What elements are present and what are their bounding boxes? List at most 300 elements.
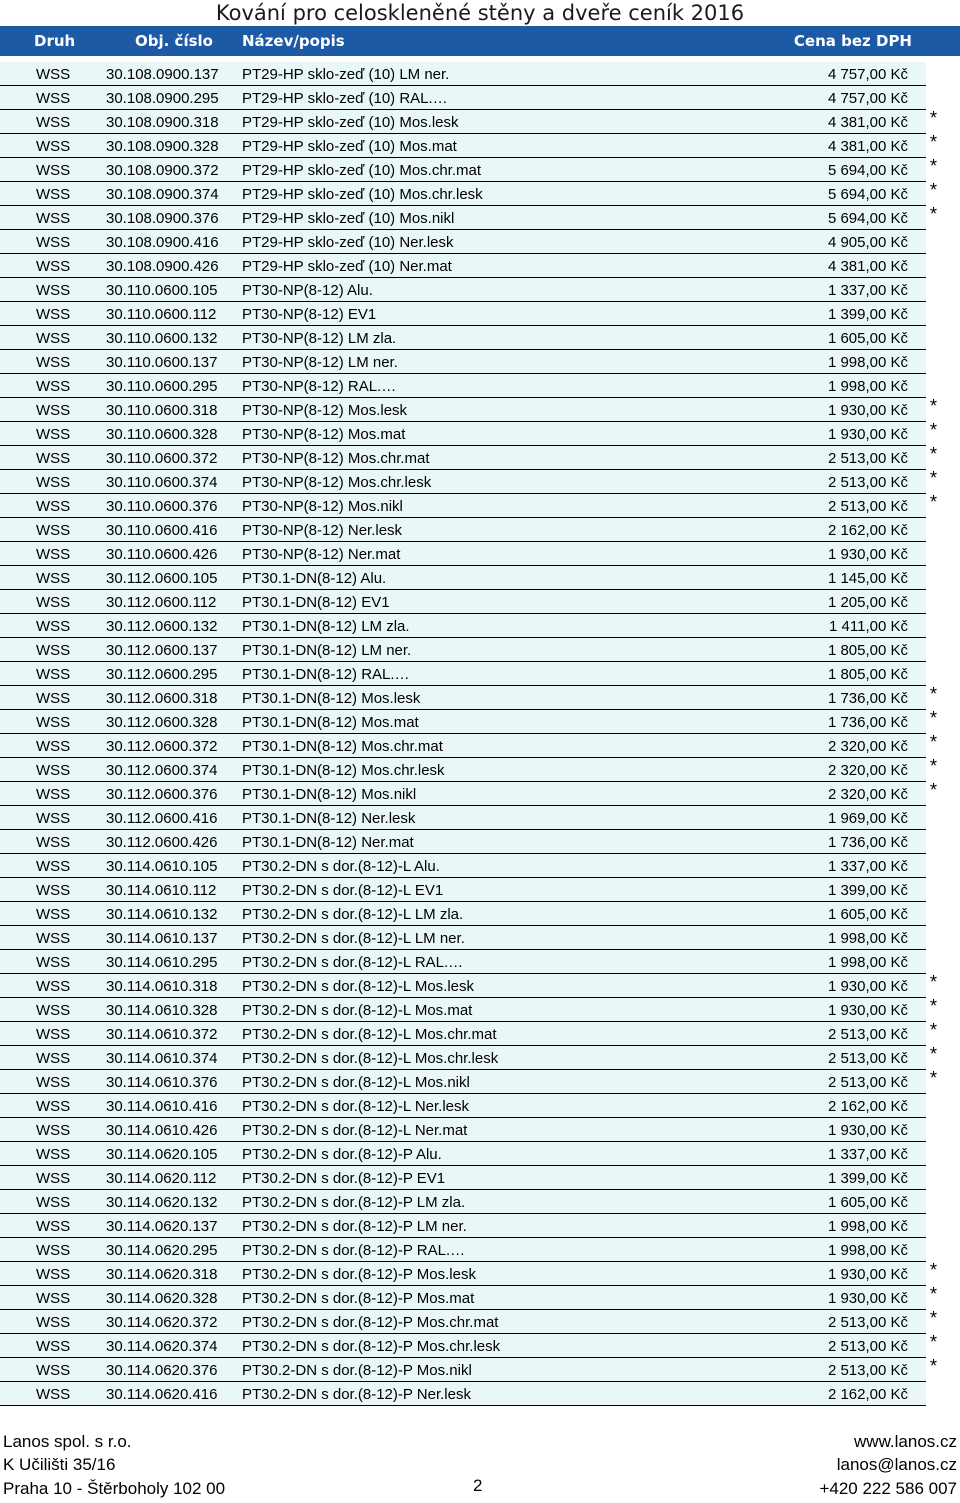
table-row — [0, 1310, 960, 1334]
cell-cena: 1 969,00 Kč — [827, 810, 908, 827]
cell-obj-cislo: 30.112.0600.137 — [106, 642, 218, 659]
cell-nazev: PT29-HP sklo-zeď (10) RAL.… — [242, 90, 448, 107]
cell-druh: WSS — [36, 1266, 71, 1283]
table-row — [0, 734, 960, 758]
cell-cena: 2 513,00 Kč — [827, 450, 908, 467]
cell-nazev: PT30.2-DN s dor.(8-12)-P LM zla. — [242, 1194, 466, 1211]
cell-cena: 1 736,00 Kč — [827, 834, 908, 851]
cell-nazev: PT30.2-DN s dor.(8-12)-L Alu. — [242, 858, 440, 875]
cell-druh: WSS — [36, 138, 71, 155]
table-row — [0, 686, 960, 710]
table-row — [0, 662, 960, 686]
table-row — [0, 950, 960, 974]
column-header-druh: Druh — [34, 32, 76, 50]
cell-nazev: PT30-NP(8-12) Mos.chr.mat — [242, 450, 430, 467]
cell-obj-cislo: 30.112.0600.132 — [106, 618, 218, 635]
cell-mark: * — [930, 1308, 938, 1328]
table-row — [0, 782, 960, 806]
footer-phone: +420 222 586 007 — [819, 1479, 957, 1498]
cell-mark: * — [930, 996, 938, 1016]
cell-druh: WSS — [36, 306, 71, 323]
document-title: Kování pro celoskleněné stěny a dveře ceník 2016 — [215, 1, 745, 25]
cell-nazev: PT29-HP sklo-zeď (10) Mos.lesk — [242, 114, 459, 131]
table-row — [0, 446, 960, 470]
cell-druh: WSS — [36, 1122, 71, 1139]
table-row — [0, 374, 960, 398]
cell-obj-cislo: 30.110.0600.132 — [106, 330, 218, 347]
price-table — [0, 62, 960, 1406]
cell-obj-cislo: 30.108.0900.137 — [106, 66, 219, 83]
table-row — [0, 254, 960, 278]
cell-obj-cislo: 30.112.0600.376 — [106, 786, 218, 803]
cell-nazev: PT30.1-DN(8-12) Mos.mat — [242, 714, 419, 731]
cell-nazev: PT30.1-DN(8-12) Mos.chr.mat — [242, 738, 443, 755]
cell-cena: 4 757,00 Kč — [827, 90, 908, 107]
cell-mark: * — [930, 156, 938, 176]
cell-obj-cislo: 30.114.0620.137 — [106, 1218, 218, 1235]
cell-cena: 1 399,00 Kč — [827, 1170, 908, 1187]
footer-email: lanos@lanos.cz — [836, 1455, 957, 1474]
cell-obj-cislo: 30.110.0600.295 — [106, 378, 218, 395]
cell-obj-cislo: 30.112.0600.374 — [106, 762, 218, 779]
cell-cena: 5 694,00 Kč — [827, 186, 908, 203]
cell-mark: * — [930, 1332, 938, 1352]
cell-nazev: PT30.2-DN s dor.(8-12)-P Mos.chr.mat — [242, 1314, 499, 1331]
cell-druh: WSS — [36, 738, 71, 755]
footer-company: Lanos spol. s r.o. — [3, 1432, 132, 1451]
cell-obj-cislo: 30.114.0610.137 — [106, 930, 218, 947]
cell-cena: 4 905,00 Kč — [827, 234, 908, 251]
table-row — [0, 110, 960, 134]
cell-obj-cislo: 30.110.0600.112 — [106, 306, 217, 323]
table-row — [0, 1358, 960, 1382]
table-row — [0, 974, 960, 998]
cell-nazev: PT30-NP(8-12) Mos.mat — [242, 426, 406, 443]
cell-nazev: PT30.2-DN s dor.(8-12)-L Mos.nikl — [242, 1074, 470, 1091]
cell-nazev: PT30.1-DN(8-12) Mos.nikl — [242, 786, 417, 803]
cell-druh: WSS — [36, 618, 71, 635]
cell-mark: * — [930, 1044, 938, 1064]
cell-druh: WSS — [36, 882, 71, 899]
cell-obj-cislo: 30.114.0610.416 — [106, 1098, 218, 1115]
table-row — [0, 1166, 960, 1190]
cell-cena: 1 930,00 Kč — [827, 1266, 908, 1283]
table-row — [0, 806, 960, 830]
cell-cena: 1 998,00 Kč — [827, 354, 908, 371]
cell-obj-cislo: 30.112.0600.112 — [106, 594, 217, 611]
column-header-obj-cislo: Obj. číslo — [135, 32, 213, 50]
cell-nazev: PT30.1-DN(8-12) LM ner. — [242, 642, 412, 659]
cell-obj-cislo: 30.110.0600.105 — [106, 282, 218, 299]
cell-obj-cislo: 30.114.0620.372 — [106, 1314, 218, 1331]
cell-obj-cislo: 30.110.0600.318 — [106, 402, 218, 419]
cell-cena: 2 513,00 Kč — [827, 1314, 908, 1331]
cell-nazev: PT30.2-DN s dor.(8-12)-L Mos.chr.lesk — [242, 1050, 499, 1067]
cell-obj-cislo: 30.112.0600.426 — [106, 834, 218, 851]
cell-obj-cislo: 30.112.0600.105 — [106, 570, 218, 587]
cell-cena: 1 736,00 Kč — [827, 714, 908, 731]
cell-druh: WSS — [36, 690, 71, 707]
cell-nazev: PT30.2-DN s dor.(8-12)-L LM ner. — [242, 930, 465, 947]
cell-obj-cislo: 30.114.0620.295 — [106, 1242, 218, 1259]
cell-cena: 2 513,00 Kč — [827, 1362, 908, 1379]
cell-obj-cislo: 30.110.0600.416 — [106, 522, 218, 539]
cell-mark: * — [930, 708, 938, 728]
cell-nazev: PT29-HP sklo-zeď (10) Mos.chr.lesk — [242, 186, 483, 203]
cell-mark: * — [930, 1260, 938, 1280]
cell-obj-cislo: 30.114.0610.426 — [106, 1122, 218, 1139]
table-row — [0, 758, 960, 782]
cell-obj-cislo: 30.108.0900.372 — [106, 162, 219, 179]
cell-mark: * — [930, 1356, 938, 1376]
cell-cena: 2 320,00 Kč — [827, 786, 908, 803]
cell-obj-cislo: 30.108.0900.376 — [106, 210, 219, 227]
cell-cena: 1 605,00 Kč — [827, 330, 908, 347]
table-row — [0, 1238, 960, 1262]
cell-nazev: PT30.2-DN s dor.(8-12)-P Mos.chr.lesk — [242, 1338, 501, 1355]
cell-druh: WSS — [36, 858, 71, 875]
cell-nazev: PT30.2-DN s dor.(8-12)-L Mos.lesk — [242, 978, 475, 995]
cell-cena: 2 513,00 Kč — [827, 498, 908, 515]
cell-cena: 5 694,00 Kč — [827, 162, 908, 179]
table-row — [0, 1046, 960, 1070]
cell-druh: WSS — [36, 1362, 71, 1379]
cell-obj-cislo: 30.110.0600.376 — [106, 498, 218, 515]
cell-druh: WSS — [36, 1338, 71, 1355]
cell-cena: 1 998,00 Kč — [827, 378, 908, 395]
cell-nazev: PT30.2-DN s dor.(8-12)-P RAL.… — [242, 1242, 466, 1259]
cell-cena: 1 337,00 Kč — [827, 282, 908, 299]
cell-nazev: PT30-NP(8-12) Alu. — [242, 282, 373, 299]
cell-obj-cislo: 30.114.0610.105 — [106, 858, 218, 875]
cell-obj-cislo: 30.114.0620.318 — [106, 1266, 218, 1283]
cell-druh: WSS — [36, 282, 71, 299]
cell-obj-cislo: 30.108.0900.416 — [106, 234, 219, 251]
cell-obj-cislo: 30.114.0620.105 — [106, 1146, 218, 1163]
cell-nazev: PT30.2-DN s dor.(8-12)-P Ner.lesk — [242, 1386, 471, 1403]
cell-obj-cislo: 30.114.0620.112 — [106, 1170, 217, 1187]
cell-mark: * — [930, 420, 938, 440]
cell-nazev: PT30.2-DN s dor.(8-12)-L LM zla. — [242, 906, 464, 923]
cell-cena: 1 337,00 Kč — [827, 858, 908, 875]
cell-cena: 1 930,00 Kč — [827, 402, 908, 419]
cell-nazev: PT30.1-DN(8-12) Ner.lesk — [242, 810, 416, 827]
cell-nazev: PT30.1-DN(8-12) Mos.lesk — [242, 690, 421, 707]
table-row — [0, 830, 960, 854]
table-row — [0, 398, 960, 422]
cell-obj-cislo: 30.112.0600.318 — [106, 690, 218, 707]
cell-nazev: PT30-NP(8-12) EV1 — [242, 306, 377, 323]
cell-nazev: PT30.2-DN s dor.(8-12)-P EV1 — [242, 1170, 446, 1187]
cell-obj-cislo: 30.110.0600.372 — [106, 450, 218, 467]
cell-druh: WSS — [36, 930, 71, 947]
cell-obj-cislo: 30.108.0900.426 — [106, 258, 219, 275]
cell-cena: 1 736,00 Kč — [827, 690, 908, 707]
cell-druh: WSS — [36, 906, 71, 923]
table-row — [0, 494, 960, 518]
footer-city: Praha 10 - Štěrboholy 102 00 — [3, 1479, 226, 1498]
cell-druh: WSS — [36, 954, 71, 971]
cell-cena: 1 399,00 Kč — [827, 882, 908, 899]
cell-druh: WSS — [36, 330, 71, 347]
cell-obj-cislo: 30.108.0900.318 — [106, 114, 219, 131]
cell-druh: WSS — [36, 450, 71, 467]
cell-druh: WSS — [36, 1026, 71, 1043]
cell-druh: WSS — [36, 1146, 71, 1163]
cell-cena: 1 998,00 Kč — [827, 954, 908, 971]
cell-cena: 1 930,00 Kč — [827, 1122, 908, 1139]
cell-druh: WSS — [36, 1074, 71, 1091]
cell-obj-cislo: 30.108.0900.374 — [106, 186, 219, 203]
table-row — [0, 902, 960, 926]
cell-druh: WSS — [36, 474, 71, 491]
cell-druh: WSS — [36, 378, 71, 395]
cell-cena: 1 805,00 Kč — [827, 642, 908, 659]
cell-cena: 2 513,00 Kč — [827, 1050, 908, 1067]
table-row — [0, 1094, 960, 1118]
cell-nazev: PT30.2-DN s dor.(8-12)-P Alu. — [242, 1146, 442, 1163]
cell-mark: * — [930, 396, 938, 416]
cell-mark: * — [930, 732, 938, 752]
cell-mark: * — [930, 492, 938, 512]
cell-druh: WSS — [36, 498, 71, 515]
cell-cena: 4 757,00 Kč — [827, 66, 908, 83]
table-row — [0, 1142, 960, 1166]
cell-druh: WSS — [36, 162, 71, 179]
cell-nazev: PT30-NP(8-12) Mos.lesk — [242, 402, 408, 419]
cell-obj-cislo: 30.114.0620.328 — [106, 1290, 218, 1307]
cell-cena: 2 513,00 Kč — [827, 474, 908, 491]
cell-druh: WSS — [36, 1098, 71, 1115]
cell-nazev: PT30.1-DN(8-12) LM zla. — [242, 618, 410, 635]
cell-druh: WSS — [36, 1050, 71, 1067]
cell-obj-cislo: 30.112.0600.372 — [106, 738, 218, 755]
cell-mark: * — [930, 132, 938, 152]
cell-obj-cislo: 30.108.0900.328 — [106, 138, 219, 155]
cell-nazev: PT30-NP(8-12) RAL.… — [242, 378, 397, 395]
cell-cena: 1 930,00 Kč — [827, 546, 908, 563]
cell-cena: 1 805,00 Kč — [827, 666, 908, 683]
page-footer — [0, 1430, 960, 1503]
cell-nazev: PT30.2-DN s dor.(8-12)-P Mos.nikl — [242, 1362, 472, 1379]
cell-obj-cislo: 30.114.0620.374 — [106, 1338, 218, 1355]
table-row — [0, 350, 960, 374]
table-row — [0, 326, 960, 350]
cell-nazev: PT29-HP sklo-zeď (10) LM ner. — [242, 66, 450, 83]
cell-nazev: PT30-NP(8-12) LM zla. — [242, 330, 397, 347]
cell-nazev: PT30.2-DN s dor.(8-12)-P LM ner. — [242, 1218, 467, 1235]
cell-obj-cislo: 30.114.0610.318 — [106, 978, 218, 995]
cell-obj-cislo: 30.110.0600.328 — [106, 426, 218, 443]
cell-cena: 1 205,00 Kč — [827, 594, 908, 611]
table-row — [0, 422, 960, 446]
table-row — [0, 638, 960, 662]
cell-druh: WSS — [36, 714, 71, 731]
cell-druh: WSS — [36, 570, 71, 587]
table-row — [0, 62, 960, 86]
table-row — [0, 278, 960, 302]
cell-nazev: PT29-HP sklo-zeď (10) Mos.nikl — [242, 210, 455, 227]
cell-cena: 1 930,00 Kč — [827, 426, 908, 443]
cell-druh: WSS — [36, 834, 71, 851]
cell-nazev: PT30.1-DN(8-12) EV1 — [242, 594, 390, 611]
cell-druh: WSS — [36, 1002, 71, 1019]
cell-nazev: PT29-HP sklo-zeď (10) Ner.mat — [242, 258, 452, 275]
cell-druh: WSS — [36, 642, 71, 659]
table-row — [0, 1190, 960, 1214]
cell-nazev: PT30.2-DN s dor.(8-12)-L Ner.lesk — [242, 1098, 470, 1115]
cell-cena: 1 930,00 Kč — [827, 1290, 908, 1307]
cell-cena: 1 399,00 Kč — [827, 306, 908, 323]
cell-druh: WSS — [36, 114, 71, 131]
table-row — [0, 1382, 960, 1406]
cell-cena: 1 930,00 Kč — [827, 1002, 908, 1019]
cell-cena: 1 605,00 Kč — [827, 906, 908, 923]
cell-druh: WSS — [36, 1218, 71, 1235]
table-row — [0, 518, 960, 542]
cell-mark: * — [930, 1068, 938, 1088]
cell-nazev: PT30-NP(8-12) Mos.nikl — [242, 498, 403, 515]
table-row — [0, 1214, 960, 1238]
cell-obj-cislo: 30.114.0620.132 — [106, 1194, 218, 1211]
footer-web: www.lanos.cz — [854, 1432, 957, 1451]
cell-cena: 4 381,00 Kč — [827, 258, 908, 275]
table-row — [0, 710, 960, 734]
cell-druh: WSS — [36, 186, 71, 203]
table-row — [0, 206, 960, 230]
cell-obj-cislo: 30.114.0620.376 — [106, 1362, 218, 1379]
cell-cena: 2 513,00 Kč — [827, 1026, 908, 1043]
cell-cena: 4 381,00 Kč — [827, 114, 908, 131]
cell-druh: WSS — [36, 1290, 71, 1307]
cell-cena: 1 411,00 Kč — [829, 618, 908, 635]
cell-mark: * — [930, 972, 938, 992]
cell-druh: WSS — [36, 546, 71, 563]
cell-nazev: PT30.1-DN(8-12) Alu. — [242, 570, 387, 587]
table-row — [0, 1262, 960, 1286]
cell-cena: 2 162,00 Kč — [827, 1386, 908, 1403]
cell-mark: * — [930, 684, 938, 704]
table-row — [0, 1334, 960, 1358]
table-row — [0, 1118, 960, 1142]
cell-nazev: PT30.2-DN s dor.(8-12)-P Mos.mat — [242, 1290, 475, 1307]
cell-cena: 2 320,00 Kč — [827, 762, 908, 779]
cell-druh: WSS — [36, 522, 71, 539]
cell-druh: WSS — [36, 90, 71, 107]
table-row — [0, 134, 960, 158]
cell-mark: * — [930, 468, 938, 488]
cell-cena: 2 320,00 Kč — [827, 738, 908, 755]
cell-obj-cislo: 30.114.0610.372 — [106, 1026, 218, 1043]
table-row — [0, 86, 960, 110]
cell-druh: WSS — [36, 354, 71, 371]
cell-druh: WSS — [36, 210, 71, 227]
cell-obj-cislo: 30.114.0610.295 — [106, 954, 218, 971]
cell-nazev: PT30.1-DN(8-12) Ner.mat — [242, 834, 414, 851]
cell-cena: 1 998,00 Kč — [827, 1218, 908, 1235]
table-row — [0, 1070, 960, 1094]
cell-druh: WSS — [36, 1194, 71, 1211]
cell-obj-cislo: 30.114.0610.132 — [106, 906, 218, 923]
table-row — [0, 854, 960, 878]
cell-druh: WSS — [36, 1314, 71, 1331]
table-row — [0, 926, 960, 950]
cell-mark: * — [930, 1020, 938, 1040]
cell-druh: WSS — [36, 594, 71, 611]
column-header-nazev: Název/popis — [242, 32, 345, 50]
table-row — [0, 998, 960, 1022]
cell-druh: WSS — [36, 810, 71, 827]
cell-druh: WSS — [36, 786, 71, 803]
cell-druh: WSS — [36, 258, 71, 275]
cell-nazev: PT30-NP(8-12) Mos.chr.lesk — [242, 474, 432, 491]
table-row — [0, 230, 960, 254]
table-row — [0, 566, 960, 590]
table-row — [0, 878, 960, 902]
table-row — [0, 470, 960, 494]
cell-cena: 2 162,00 Kč — [827, 1098, 908, 1115]
cell-obj-cislo: 30.114.0610.376 — [106, 1074, 218, 1091]
cell-druh: WSS — [36, 402, 71, 419]
cell-mark: * — [930, 204, 938, 224]
cell-nazev: PT29-HP sklo-zeď (10) Mos.chr.mat — [242, 162, 482, 179]
cell-druh: WSS — [36, 1386, 71, 1403]
cell-mark: * — [930, 444, 938, 464]
cell-druh: WSS — [36, 66, 71, 83]
cell-cena: 2 513,00 Kč — [827, 1074, 908, 1091]
cell-obj-cislo: 30.112.0600.295 — [106, 666, 218, 683]
cell-nazev: PT30-NP(8-12) LM ner. — [242, 354, 398, 371]
cell-druh: WSS — [36, 234, 71, 251]
cell-cena: 1 930,00 Kč — [827, 978, 908, 995]
cell-mark: * — [930, 180, 938, 200]
cell-cena: 1 145,00 Kč — [827, 570, 908, 587]
cell-obj-cislo: 30.114.0610.112 — [106, 882, 217, 899]
cell-mark: * — [930, 1284, 938, 1304]
cell-obj-cislo: 30.110.0600.137 — [106, 354, 218, 371]
cell-obj-cislo: 30.114.0610.374 — [106, 1050, 218, 1067]
cell-cena: 2 162,00 Kč — [827, 522, 908, 539]
cell-druh: WSS — [36, 1242, 71, 1259]
cell-nazev: PT30.1-DN(8-12) Mos.chr.lesk — [242, 762, 445, 779]
cell-nazev: PT30.2-DN s dor.(8-12)-L Mos.mat — [242, 1002, 473, 1019]
table-row — [0, 1022, 960, 1046]
cell-obj-cislo: 30.108.0900.295 — [106, 90, 219, 107]
cell-nazev: PT30.2-DN s dor.(8-12)-L Ner.mat — [242, 1122, 468, 1139]
cell-druh: WSS — [36, 1170, 71, 1187]
cell-nazev: PT29-HP sklo-zeď (10) Mos.mat — [242, 138, 457, 155]
cell-nazev: PT29-HP sklo-zeď (10) Ner.lesk — [242, 234, 454, 251]
table-row — [0, 590, 960, 614]
cell-mark: * — [930, 756, 938, 776]
cell-nazev: PT30.1-DN(8-12) RAL.… — [242, 666, 410, 683]
cell-obj-cislo: 30.110.0600.374 — [106, 474, 218, 491]
cell-druh: WSS — [36, 762, 71, 779]
cell-cena: 1 998,00 Kč — [827, 930, 908, 947]
cell-cena: 1 337,00 Kč — [827, 1146, 908, 1163]
cell-mark: * — [930, 780, 938, 800]
cell-mark: * — [930, 108, 938, 128]
table-header — [0, 26, 960, 56]
table-row — [0, 614, 960, 638]
table-row — [0, 1286, 960, 1310]
cell-nazev: PT30.2-DN s dor.(8-12)-L RAL.… — [242, 954, 464, 971]
table-row — [0, 182, 960, 206]
cell-obj-cislo: 30.112.0600.416 — [106, 810, 218, 827]
cell-nazev: PT30-NP(8-12) Ner.mat — [242, 546, 401, 563]
page-number: 2 — [473, 1476, 483, 1495]
column-header-cena: Cena bez DPH — [793, 32, 912, 50]
